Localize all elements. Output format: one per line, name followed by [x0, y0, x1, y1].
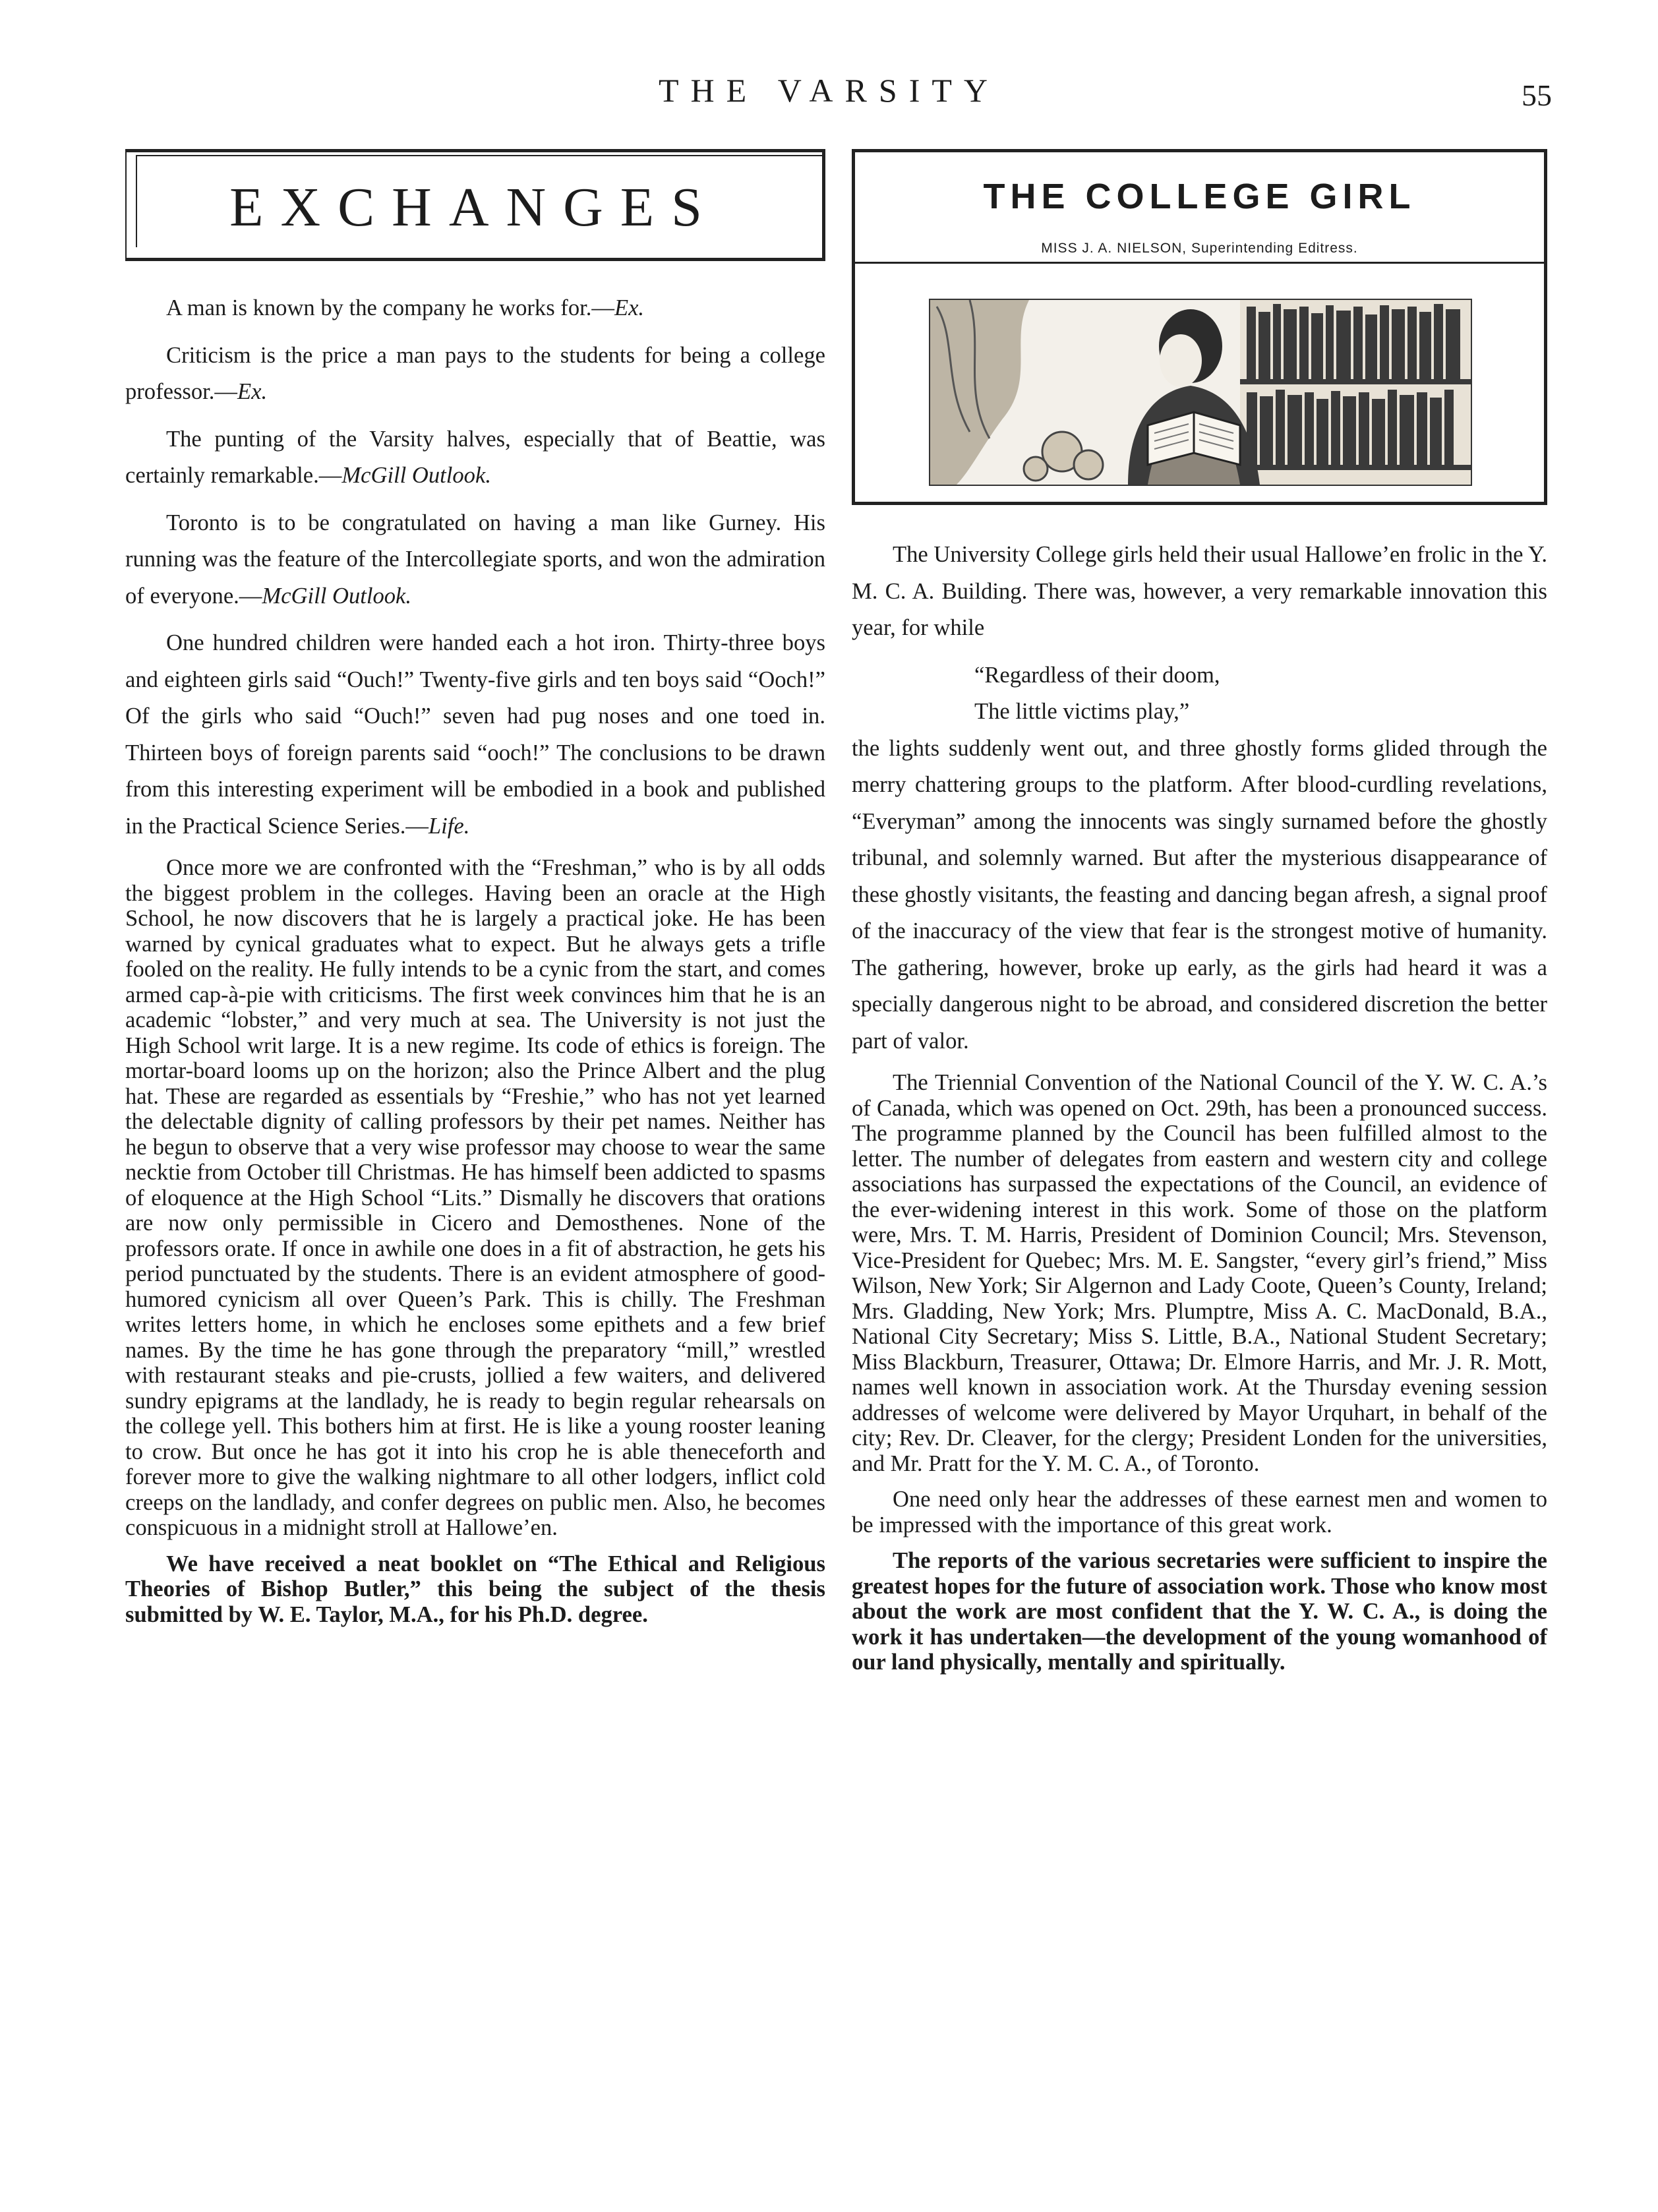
- exchange-text: Once more we are confronted with the “Freshman,” who is by all odds the biggest problem in the colleges. Having been an oracle at the High School, he now discovers that he is largely a practical joke. He has been warned by cynical graduates what to expect. But he always gets a trifle fooled on the reality. He fully intends to be a cynic from the start, and comes armed cap-à-pie with criticisms. The first week convinces him that he is an academic “lobster,” and very much at sea. The University is not just the High School writ large. It is a new regime. Its code of ethics is foreign. The mortar-board looms up on the horizon; also the Prince Albert and the plug hat. These are regarded as essentials by “Freshie,” who has not yet learned the delectable dignity of calling professors by their pet names. Neither has he begun to observe that a very wise professor may choose to wear the same necktie from October till Christmas. He has himself been addicted to spasms of eloquence at the High School “Lits.” Dismally he discovers that orations are now only permissible in Cicero and Demosthenes. None of the professors orate. If once in awhile one does in a fit of abstraction, he gets his period punctuated by the students. There is an evident atmosphere of good-humored cynicism all over Queen’s Park. This is chilly. The Freshman writes letters home, in which he encloses some epithets and a few brief names. By the time he has gone through the preparatory “mill,” wrestled with restaurant steaks and pie-crusts, jollied a few waiters, and delivered sundry epigrams at the landlady, he is ready to begin regular rehearsals on the college yell. This bothers him at first. He is like a young rooster leaning to crow. But once he has got it into his crop he is able theneceforth and forever more to give the walking nightmare to all other lodgers, inflict cold creeps on the landlady, and confer degrees on public men. Also, he becomes conspicuous in a midnight stroll at Hallowe’en.: [125, 855, 825, 1540]
- halloween-paragraph: The University College girls held their usual Hallowe’en frolic in the Y. M. C. A. Building. There was, however, a very remarkable innovation this year, for while: [852, 542, 1547, 640]
- booklet-paragraph: [125, 1551, 825, 1628]
- exchange-text: A man is known by the company he works for.—: [166, 295, 614, 320]
- addresses-paragraph: One need only hear the addresses of these earnest men and women to be impressed with the importance of this great work.: [852, 1487, 1547, 1538]
- exchanges-column: [125, 149, 825, 1638]
- section-title: THE COLLEGE GIRL: [983, 177, 1416, 216]
- woman-reading-icon: [929, 299, 1472, 486]
- exchange-text: The punting of the Varsity halves, especially that of Beattie, was certainly remarkable.—: [125, 426, 825, 488]
- box-rule: [136, 155, 825, 156]
- exchanges-header-box: [125, 149, 825, 261]
- reports-paragraph: The reports of the various secretaries were sufficient to inspire the greatest hopes for the future of association work. Those who know most about the work are most confident that the Y. W. C. A., is doing the work it has undertaken—the development of the young womanhood of our land physically, mentally and spiritually.: [852, 1548, 1547, 1675]
- exchange-source: Ex.: [237, 379, 268, 404]
- verse-line: “Regardless of their doom,: [974, 662, 1220, 688]
- exchange-item: [125, 290, 825, 327]
- freshman-paragraph: [125, 855, 825, 1541]
- box-rule: [855, 262, 1544, 264]
- college-girl-header-box: [852, 149, 1547, 505]
- exchange-source: McGill Outlook.: [341, 463, 491, 488]
- verse-line: The little victims play,”: [974, 699, 1190, 724]
- exchange-text: Criticism is the price a man pays to the students for being a college professor.—: [125, 342, 825, 404]
- exchange-source: McGill Outlook.: [262, 583, 412, 609]
- exchange-item: [125, 338, 825, 411]
- woman-reading-icon: [930, 300, 1471, 485]
- exchange-item: [125, 625, 825, 845]
- exchange-text: Toronto is to be congratulated on having a man like Gurney. His running was the feature of the Intercollegiate sports, and won the admiration of everyone.—: [125, 510, 825, 609]
- editor-credit: MISS J. A. NIELSON, Superintending Editress.: [1041, 241, 1358, 256]
- exchange-text: We have received a neat booklet on “The Ethical and Religious Theories of Bishop Butler,” this being the subject of the thesis submitted by W. E. Taylor, M.A., for his Ph.D. degree.: [125, 1551, 825, 1627]
- exchange-text: One hundred children were handed each a hot iron. Thirty-three boys and eighteen girls said “Ouch!” Twenty-five girls and ten boys said “Ooch!” Of the girls who said “Ouch!” seven had pug noses and one toed in. Thirteen boys of foreign parents said “ooch!” The conclusions to be drawn from this interesting experiment will be embodied in a book and published in the Practical Science Series.—: [125, 630, 825, 839]
- exchange-item: [125, 421, 825, 494]
- exchange-item: [125, 505, 825, 615]
- halloween-paragraph-continued: the lights suddenly went out, and three ghostly forms glided through the merry chattering groups to the platform. After blood-curdling revelations, “Everyman” among the innocents was singly surnamed before the ghostly tribunal, and solemnly warned. But after the mysterious disappearance of these ghostly visitants, the feasting and dancing began afresh, a signal proof of the inaccuracy of the view that fear is the strongest motive of humanity. The gathering, however, broke up early, as the girls had heard it was a specially dangerous night to be abroad, and considered discretion the better part of valor.: [852, 735, 1547, 1054]
- page-number: 55: [1522, 78, 1552, 112]
- exchange-source: Ex.: [614, 295, 645, 320]
- page-header-title: THE VARSITY: [658, 72, 1000, 109]
- convention-paragraph: The Triennial Convention of the National Council of the Y. W. C. A.’s of Canada, which was opened on Oct. 29th, has been a pronounced success. The programme planned by the Council has been fulfilled almost to the letter. The number of delegates from eastern and western city and college associations has surpassed the expectations of the Council, an evidence of the ever-widening interest in this work. Some of those on the platform were, Mrs. T. M. Harris, President of Dominion Council; Mrs. Stevenson, Vice-President for Quebec; Mrs. M. E. Sangster, “every girl’s friend,” Miss Wilson, New York; Sir Algernon and Lady Coote, Queen’s County, Ireland; Mrs. Gladding, New York; Mrs. Plumptre, Miss A. C. MacDonald, B.A., National City Secretary; Miss S. Little, B.A., National Student Secretary; Miss Blackburn, Treasurer, Ottawa; Dr. Elmore Harris, and Mr. J. R. Mott, names well known in association work. At the Thursday evening session addresses of welcome were delivered by Mayor Urquhart, in behalf of the city; Rev. Dr. Cleaver, for the clergy; President Londen for the universities, and Mr. Pratt for the Y. M. C. A., of Toronto.: [852, 1070, 1547, 1476]
- section-title: EXCHANGES: [229, 177, 719, 238]
- college-girl-column: [852, 149, 1547, 1686]
- exchange-source: Life.: [428, 813, 470, 839]
